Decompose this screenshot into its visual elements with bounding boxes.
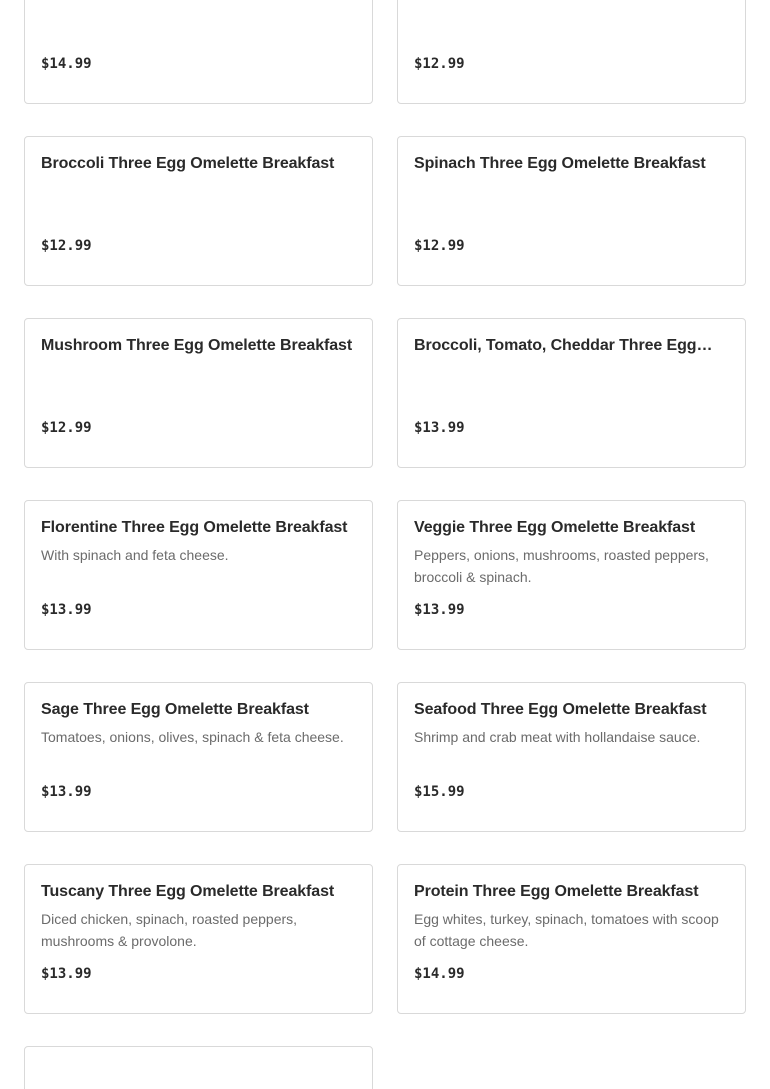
menu-item-card[interactable] [24,1046,373,1089]
menu-item-card[interactable] [397,0,746,104]
menu-item-name: Broccoli, Tomato, Cheddar Three Egg… [414,337,713,354]
menu-item-card[interactable] [24,864,373,1014]
menu-item-price: $12.99 [41,238,92,254]
menu-item-card[interactable] [24,500,373,650]
menu-item-price: $14.99 [414,966,465,982]
menu-item-price: $13.99 [414,420,465,436]
menu-item-description: Egg whites, turkey, spinach, tomatoes with scoop of cottage cheese. [414,911,719,949]
menu-item-name: Seafood Three Egg Omelette Breakfast [414,701,707,718]
menu-item-card[interactable] [24,136,373,286]
menu-item-price: $12.99 [414,56,465,72]
menu-item-description: Tomatoes, onions, olives, spinach & feta cheese. [41,729,344,745]
menu-item-price: $12.99 [414,238,465,254]
menu-item-card[interactable] [24,0,373,104]
menu-item-card[interactable] [397,136,746,286]
menu-item-description: Peppers, onions, mushrooms, roasted peppers, broccoli & spinach. [414,547,709,585]
menu-item-name: Sage Three Egg Omelette Breakfast [41,701,309,718]
menu-item-grid [24,0,746,1089]
menu-item-description: With spinach and feta cheese. [41,547,229,563]
menu-item-name: Florentine Three Egg Omelette Breakfast [41,519,348,536]
menu-item-card[interactable] [397,318,746,468]
menu-item-name: Tuscany Three Egg Omelette Breakfast [41,883,335,900]
menu-item-name: Veggie Three Egg Omelette Breakfast [414,519,696,536]
menu-item-name: Protein Three Egg Omelette Breakfast [414,883,699,900]
menu-item-price: $13.99 [414,602,465,618]
menu-item-price: $13.99 [41,602,92,618]
menu-item-name: Spinach Three Egg Omelette Breakfast [414,155,706,172]
menu-item-card[interactable] [24,682,373,832]
menu-item-card[interactable] [397,500,746,650]
menu-item-price: $13.99 [41,784,92,800]
menu-item-price: $12.99 [41,420,92,436]
menu-item-name: Mushroom Three Egg Omelette Breakfast [41,337,353,354]
menu-item-price: $15.99 [414,784,465,800]
menu-item-card[interactable] [397,864,746,1014]
menu-item-description: Shrimp and crab meat with hollandaise sauce. [414,729,701,745]
menu-item-card[interactable] [397,682,746,832]
menu-item-description: Diced chicken, spinach, roasted peppers, mushrooms & provolone. [41,911,298,949]
menu-item-price: $13.99 [41,966,92,982]
menu-item-card[interactable] [24,318,373,468]
menu-item-price: $14.99 [41,56,92,72]
menu-item-name: Broccoli Three Egg Omelette Breakfast [41,155,335,172]
